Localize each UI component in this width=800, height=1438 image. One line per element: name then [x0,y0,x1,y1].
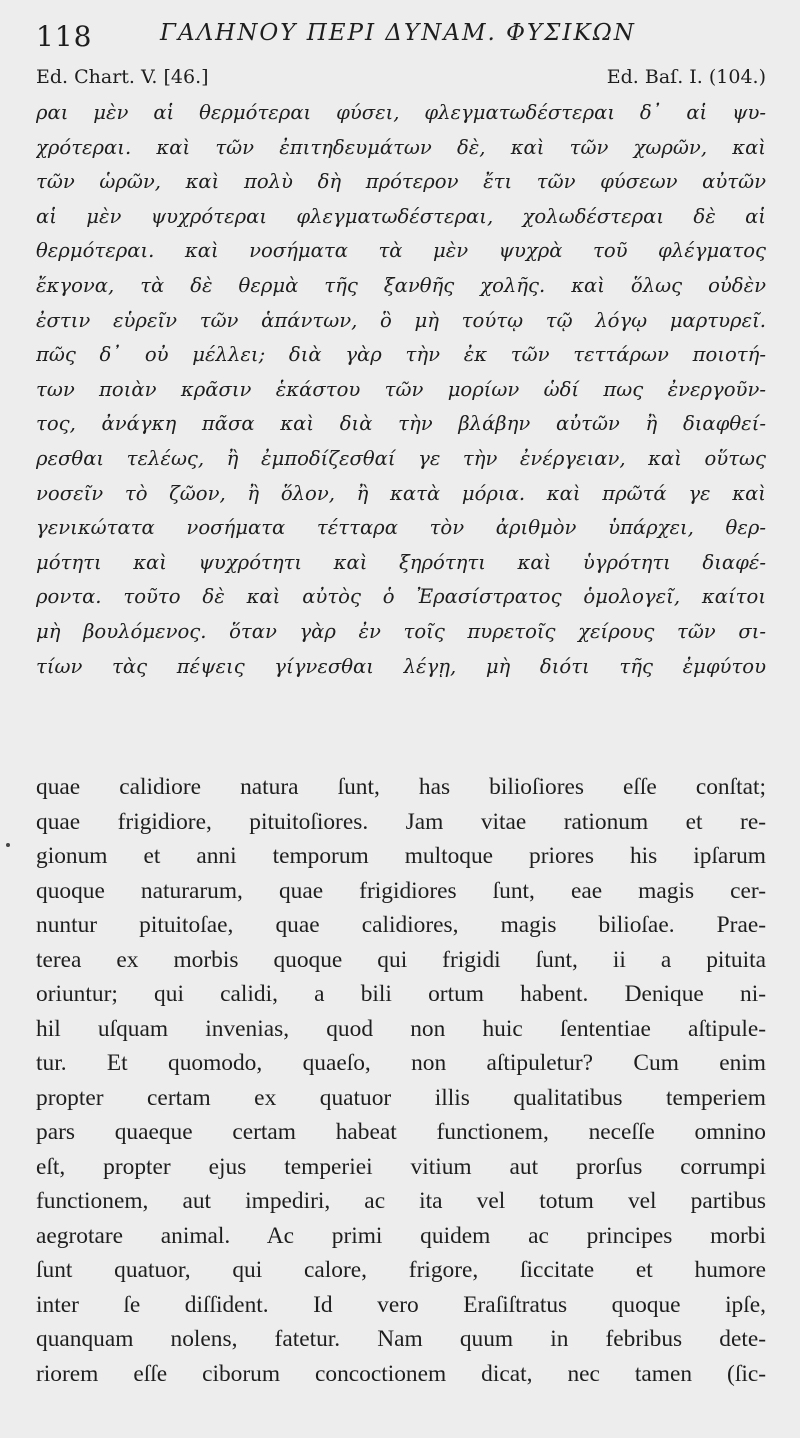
greek-line: τίων τὰς πέψεις γίγνεσθαι λέγῃ, μὴ διότι τῆς ἐμφύτου [36,654,766,678]
greek-line: μότητι καὶ ψυχρότητι καὶ ξηρότητι καὶ ὑγρότητι διαφέ- [36,550,766,574]
latin-line: eſt, propter ejus temperiei vitium aut prorſus corrumpi [36,1153,766,1180]
latin-line: quae frigidiore, pituitoſiores. Jam vitae rationum et re- [36,808,766,835]
latin-line: propter certam ex quatuor illis qualitatibus temperiem [36,1084,766,1111]
greek-line: ἐστιν εὑρεῖν τῶν ἁπάντων, ὃ μὴ τούτῳ τῷ λόγῳ μαρτυρεῖ. [36,308,766,332]
greek-line: αἱ μὲν ψυχρότεραι φλεγματωδέστεραι, χολωδέστεραι δὲ αἱ [36,204,766,228]
latin-line: functionem, aut impediri, ac ita vel totum vel partibus [36,1188,766,1214]
greek-line: ἔκγονα, τὰ δὲ θερμὰ τῆς ξανθῆς χολῆς. καὶ ὅλως οὐδὲν [36,273,766,297]
latin-line: pars quaeque certam habeat functionem, neceſſe omnino [36,1119,766,1145]
latin-text-block [36,770,766,1391]
margin-dot [6,843,10,847]
latin-line: ſunt quatuor, qui calore, frigore, ſiccitate et humore [36,1257,766,1283]
latin-line: oriuntur; qui calidi, a bili ortum habent. Denique ni- [36,981,766,1007]
latin-line: tur. Et quomodo, quaeſo, non aſtipuletur? Cum enim [36,1050,766,1076]
greek-line: τῶν ὡρῶν, καὶ πολὺ δὴ πρότερον ἔτι τῶν φύσεων αὐτῶν [36,170,766,194]
latin-line: gionum et anni temporum multoque priores his ipſarum [36,843,766,869]
greek-line: τος, ἀνάγκη πᾶσα καὶ διὰ τὴν βλάβην αὐτῶν ἢ διαφθεί- [36,412,766,436]
latin-line: inter ſe diſſident. Id vero Eraſiſtratus quoque ipſe, [36,1291,766,1318]
greek-line: χρότεραι. καὶ τῶν ἐπιτηδευμάτων δὲ, καὶ τῶν χωρῶν, καὶ [36,135,766,159]
latin-line: riorem eſſe ciborum concoctionem dicat, nec tamen (ſic- [36,1360,766,1387]
greek-line: ρεσθαι τελέως, ἢ ἐμποδίζεσθαί γε τὴν ἐνέργειαν, καὶ οὕτως [36,446,766,470]
edition-references [36,66,766,94]
latin-line: aegrotare animal. Ac primi quidem ac principes morbi [36,1222,766,1249]
greek-line: ραι μὲν αἱ θερμότεραι φύσει, φλεγματωδέστεραι δ᾿ αἱ ψυ- [36,101,766,124]
edition-basel-reference: Ed. Baſ. I. (104.) [606,66,766,88]
greek-line: νοσεῖν τὸ ζῶον, ἢ ὅλον, ἢ κατὰ μόρια. καὶ πρῶτά γε καὶ [36,481,766,505]
greek-line: θερμότεραι. καὶ νοσήματα τὰ μὲν ψυχρὰ τοῦ φλέγματος [36,239,766,263]
running-title: ΓΑΛΗΝΟΥ ΠΕΡΙ ΔΥΝΑΜ. ΦΥΣΙΚΩΝ [160,20,636,46]
greek-line: ροντα. τοῦτο δὲ καὶ αὐτὸς ὁ Ἐρασίστρατος ὁμολογεῖ, καίτοι [36,585,766,609]
latin-line: nuntur pituitoſae, quae calidiores, magis bilioſae. Prae- [36,912,766,938]
latin-line: quanquam nolens, fatetur. Nam quum in febribus dete- [36,1326,766,1352]
latin-line: quoque naturarum, quae frigidiores ſunt, eae magis cer- [36,877,766,904]
latin-line: terea ex morbis quoque qui frigidi ſunt, ii a pituita [36,946,766,973]
greek-line: των ποιὰν κρᾶσιν ἑκάστου τῶν μορίων ὡδί πως ἐνεργοῦν- [36,377,766,401]
greek-text-block [36,96,766,684]
latin-line: hil uſquam invenias, quod non huic ſententiae aſtipule- [36,1015,766,1042]
greek-line: πῶς δ᾿ οὐ μέλλει; διὰ γὰρ τὴν ἐκ τῶν τεττάρων ποιοτή- [36,343,766,367]
page-number: 118 [36,20,93,53]
latin-line: quae calidiore natura ſunt, has bilioſiores eſſe conſtat; [36,774,766,800]
greek-line: μὴ βουλόμενος. ὅταν γὰρ ἐν τοῖς πυρετοῖς χείρους τῶν σι- [36,619,766,643]
running-head [36,14,766,54]
greek-line: γενικώτατα νοσήματα τέτταρα τὸν ἀριθμὸν ὑπάρχει, θερ- [36,516,766,540]
edition-chart-reference: Ed. Chart. V. [46.] [36,66,209,88]
